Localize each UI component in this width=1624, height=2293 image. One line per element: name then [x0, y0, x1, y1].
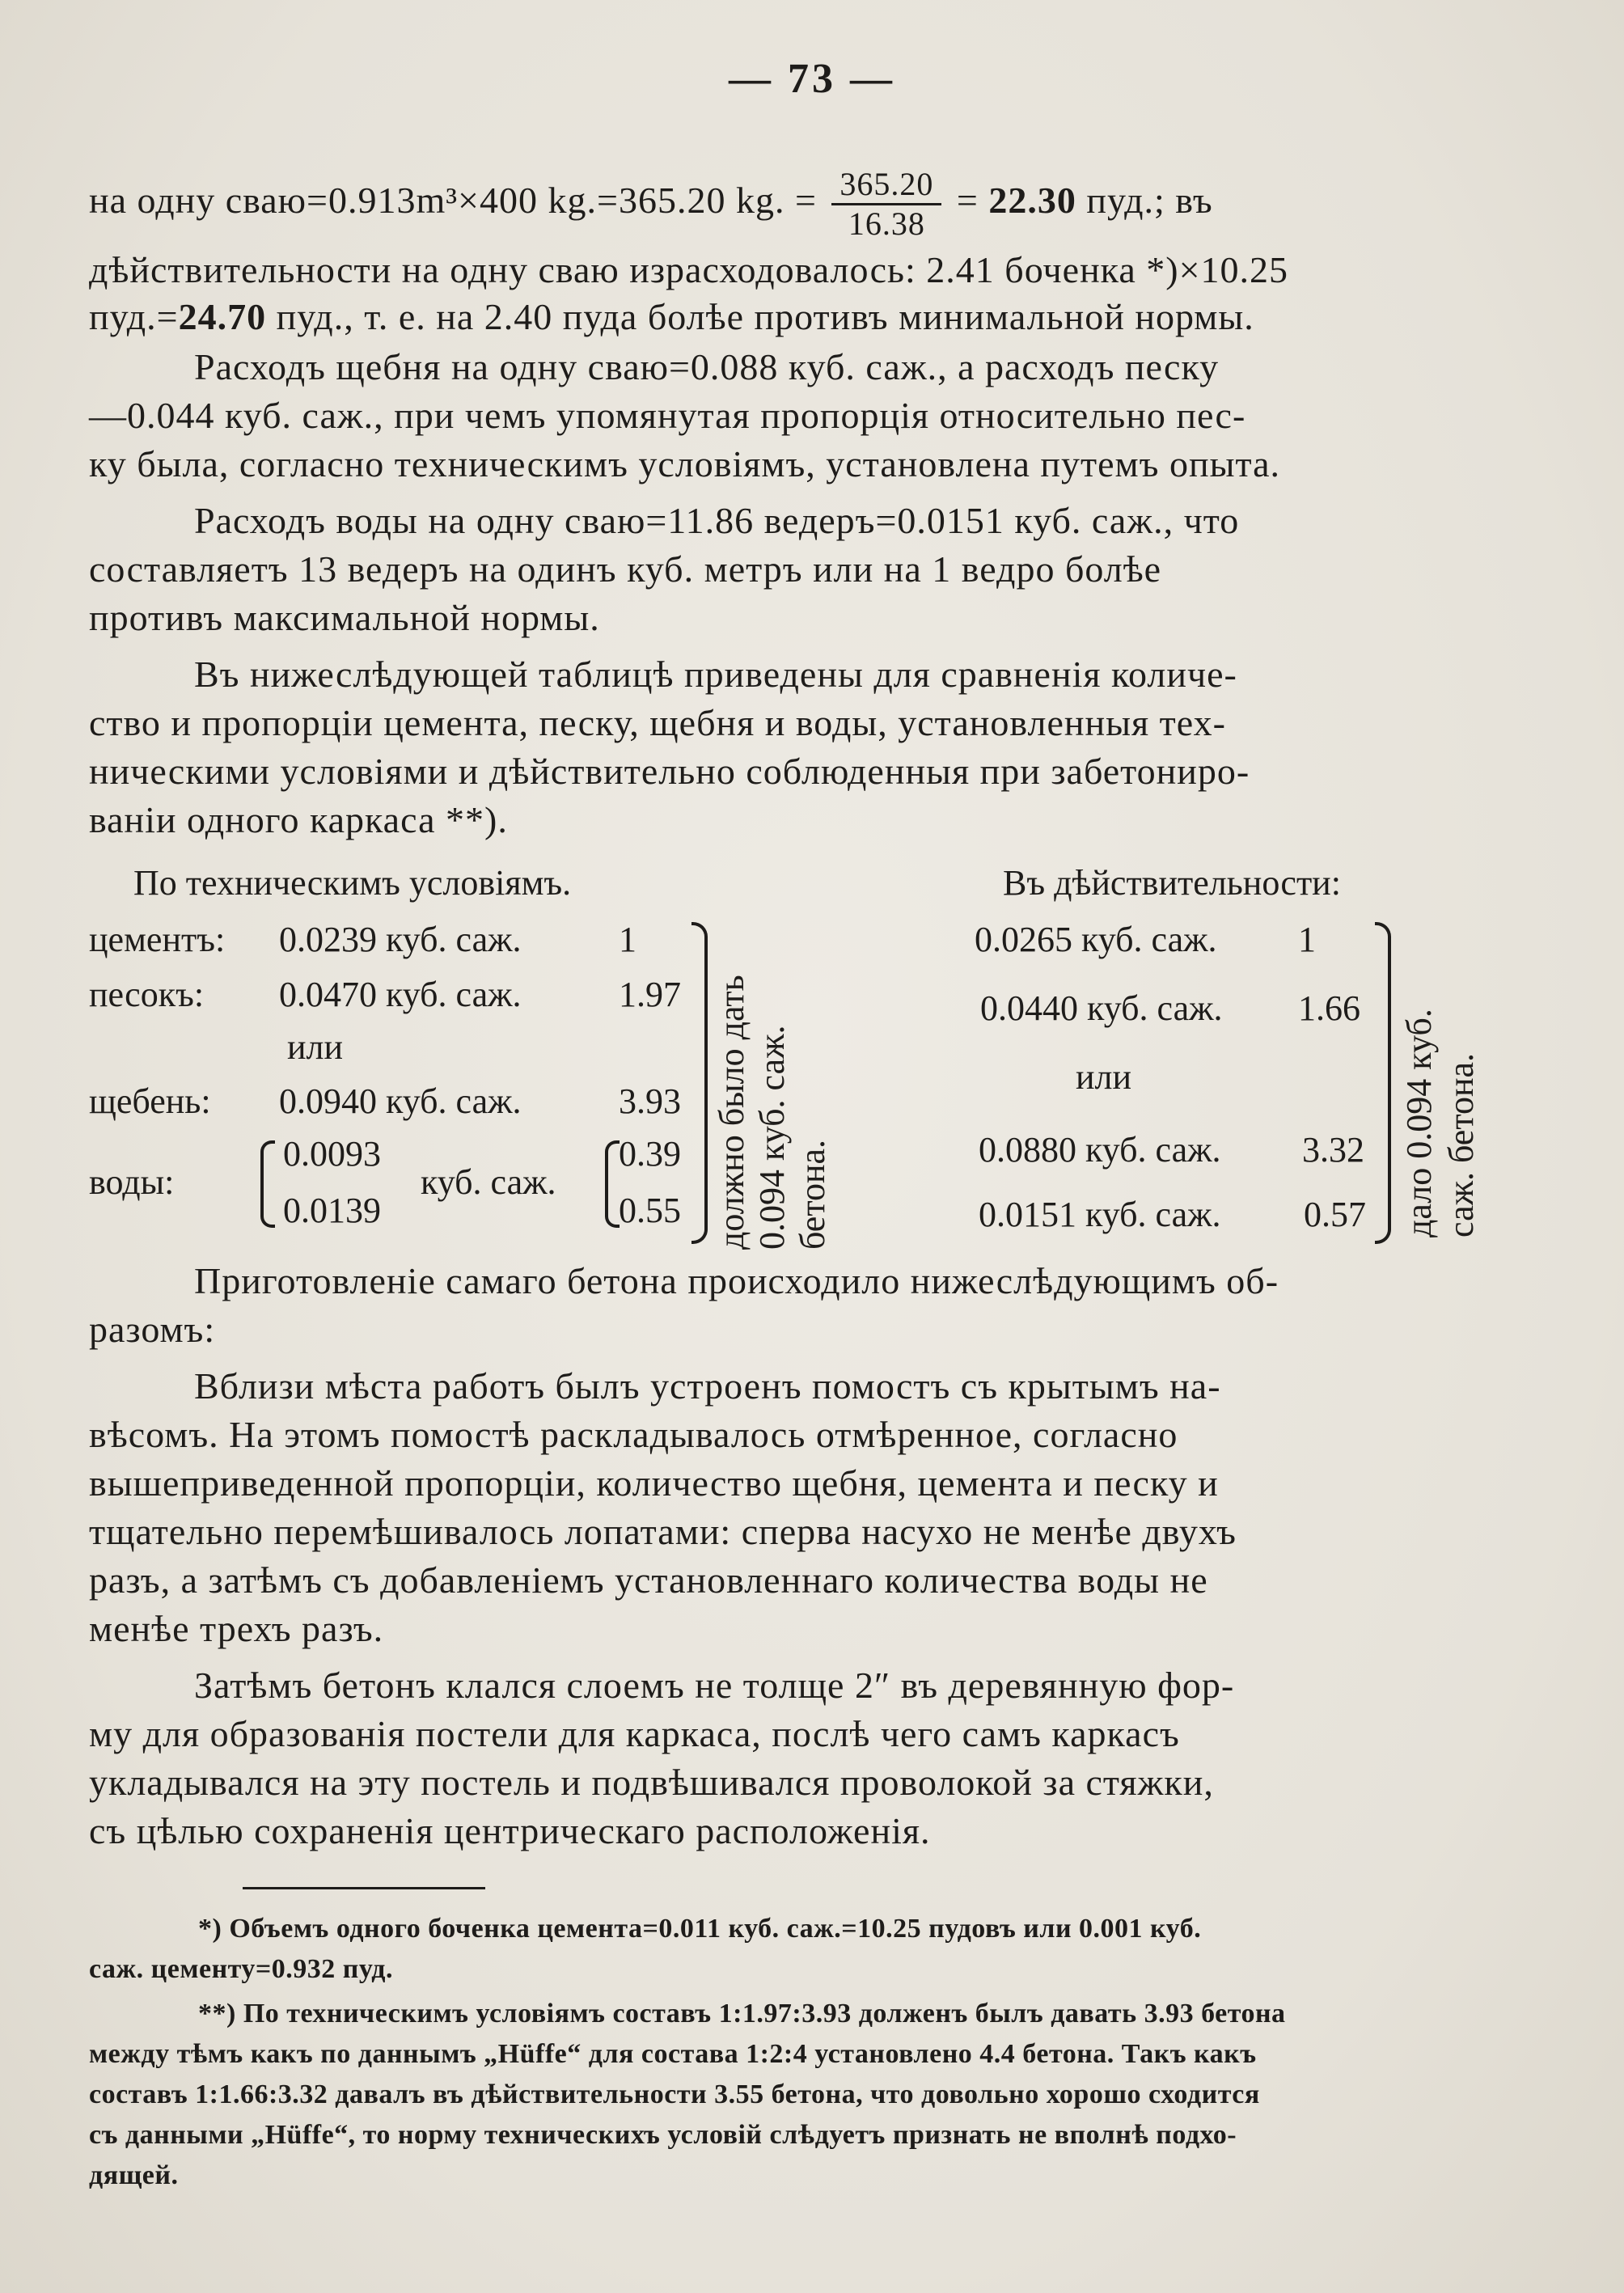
right-row-or: или	[1076, 1057, 1132, 1097]
right-total-brace	[1375, 922, 1391, 1244]
left-row-value: 0.0239 куб. саж.	[279, 920, 522, 959]
para1-line3-a: пуд.=	[89, 296, 179, 337]
right-row-value: 0.0880 куб. саж.	[979, 1130, 1221, 1170]
para1-line3	[89, 294, 1254, 341]
page-number: — 73 —	[729, 56, 895, 102]
right-row-ratio: 1	[1298, 920, 1316, 959]
para2-line3: ку была, согласно техническимъ условіямъ, установлена путемъ опыта.	[89, 443, 1281, 484]
water-left-brace	[260, 1140, 275, 1228]
fraction-denominator: 16.38	[848, 205, 925, 242]
para5-line1: Приготовленіе самаго бетона происходило нижеслѣдующимъ об-	[194, 1260, 1279, 1301]
para7-line1: Затѣмъ бетонъ клался слоемъ не толще 2″ въ деревянную фор-	[194, 1665, 1235, 1706]
para5-line2: разомъ:	[89, 1309, 216, 1350]
para4-line1: Въ нижеслѣдующей таблицѣ приведены для сравненія количе-	[194, 654, 1237, 695]
para6-line5: разъ, а затѣмъ съ добавленіемъ установленнаго количества воды не	[89, 1559, 1208, 1601]
left-note-line: бетона.	[793, 1139, 832, 1250]
water-ratio: 0.39	[619, 1134, 681, 1174]
left-row-label: песокъ:	[89, 975, 205, 1014]
para4-line3: ническими условіями и дѣйствительно соблюденныя при забетониро-	[89, 751, 1250, 792]
left-row-or: или	[287, 1027, 344, 1067]
para1-line3-bold: 24.70	[178, 296, 267, 337]
para7-line4: съ цѣлью сохраненія центрическаго расположенія.	[89, 1810, 931, 1851]
right-row-value: 0.0151 куб. саж.	[979, 1195, 1221, 1234]
para1-line1-c: пуд.; въ	[1086, 180, 1213, 222]
water-unit: куб. саж.	[421, 1162, 556, 1202]
left-row-ratio: 1.97	[619, 975, 681, 1014]
para1-bold-value: 22.30	[988, 180, 1076, 222]
para6-line4: тщательно перемѣшивалось лопатами: сперва насухо не менѣе двухъ	[89, 1511, 1237, 1552]
footnote-line: дящей.	[89, 2160, 179, 2190]
para7-line3: укладывался на эту постель и подвѣшивался проволокой за стяжки,	[89, 1762, 1214, 1803]
para6-line1: Вблизи мѣста работъ былъ устроенъ помостъ съ крытымъ на-	[194, 1365, 1221, 1407]
left-row-value: 0.0940 куб. саж.	[279, 1081, 522, 1121]
para6-line3: вышеприведенной пропорціи, количество щебня, цемента и песку и	[89, 1462, 1219, 1504]
para2-line1: Расходъ щебня на одну сваю=0.088 куб. саж., а расходъ песку	[194, 346, 1220, 387]
para3-line1: Расходъ воды на одну сваю=11.86 ведеръ=0.0151 куб. саж., что	[194, 500, 1240, 541]
para7-line2: му для образованія постели для каркаса, послѣ чего самъ каркасъ	[89, 1713, 1180, 1754]
left-row-label: щебень:	[89, 1081, 211, 1121]
table-left-header: По техническимъ условіямъ.	[133, 863, 572, 903]
left-note-line: должно было дать	[712, 975, 751, 1250]
right-row-value: 0.0265 куб. саж.	[975, 920, 1217, 959]
footnote-line: *) Объемъ одного боченка цемента=0.011 куб. саж.=10.25 пудовъ или 0.001 куб.	[198, 1914, 1202, 1944]
water-label: воды:	[89, 1162, 175, 1202]
para6-line6: менѣе трехъ разъ.	[89, 1608, 384, 1649]
right-row-ratio: 1.66	[1298, 988, 1360, 1028]
water-value: 0.0093	[283, 1134, 381, 1174]
right-row-ratio: 3.32	[1302, 1130, 1364, 1170]
footnote-line: саж. цементу=0.932 пуд.	[89, 1954, 393, 1984]
para6-line2: вѣсомъ. На этомъ помостѣ раскладывалось отмѣренное, согласно	[89, 1414, 1178, 1455]
water-right-brace	[605, 1140, 620, 1228]
water-ratio: 0.55	[619, 1191, 681, 1230]
left-total-brace	[691, 922, 708, 1244]
right-row-ratio: 0.57	[1304, 1195, 1366, 1234]
para1-line1-a: на одну сваю=0.913m³×400 kg.=365.20 kg. =	[89, 180, 817, 222]
para1-line2: дѣйствительности на одну сваю израсходовалось: 2.41 боченка *)×10.25	[89, 249, 1289, 290]
footnote-line: **) По техническимъ условіямъ составъ 1:1.97:3.93 долженъ былъ давать 3.93 бетона	[198, 1999, 1286, 2029]
para2-line2: —0.044 куб. саж., при чемъ упомянутая пропорція относительно пес-	[89, 395, 1246, 436]
footnote-line: между тѣмъ какъ по даннымъ „Hüffe“ для состава 1:2:4 установлено 4.4 бетона. Такъ какъ	[89, 2039, 1257, 2069]
para1-line3-b: пуд., т. е. на 2.40 пуда болѣе противъ минимальной нормы.	[276, 296, 1254, 337]
right-note-line: саж. бетона.	[1441, 1052, 1481, 1237]
para3-line2: составляетъ 13 ведеръ на одинъ куб. метръ или на 1 ведро болѣе	[89, 548, 1162, 590]
left-row-ratio: 1	[619, 920, 636, 959]
footnote-line: составъ 1:1.66:3.32 давалъ въ дѣйствительности 3.55 бетона, что довольно хорошо сходится	[89, 2079, 1260, 2109]
para1-line1-b: =	[956, 180, 979, 222]
para4-line4: ваніи одного каркаса **).	[89, 799, 508, 840]
para4-line2: ство и пропорціи цемента, песку, щебня и воды, установленныя тех-	[89, 702, 1226, 743]
right-note-line: дало 0.094 куб.	[1399, 1009, 1439, 1237]
left-note-line: 0.094 куб. саж.	[752, 1025, 792, 1250]
right-row-value: 0.0440 куб. саж.	[980, 988, 1223, 1028]
left-row-value: 0.0470 куб. саж.	[279, 975, 522, 1014]
footnote-line: съ данными „Hüffe“, то норму техническихъ условій слѣдуетъ признать не вполнѣ подхо-	[89, 2120, 1237, 2150]
left-row-ratio: 3.93	[619, 1081, 681, 1121]
fraction-numerator: 365.20	[831, 166, 941, 205]
water-value: 0.0139	[283, 1191, 381, 1230]
left-row-label: цементъ:	[89, 920, 226, 959]
table-right-header: Въ дѣйствительности:	[1003, 863, 1341, 903]
fraction	[831, 166, 941, 243]
footnote-rule	[243, 1887, 485, 1889]
para3-line3: противъ максимальной нормы.	[89, 597, 600, 638]
para1-line1	[89, 166, 1213, 243]
